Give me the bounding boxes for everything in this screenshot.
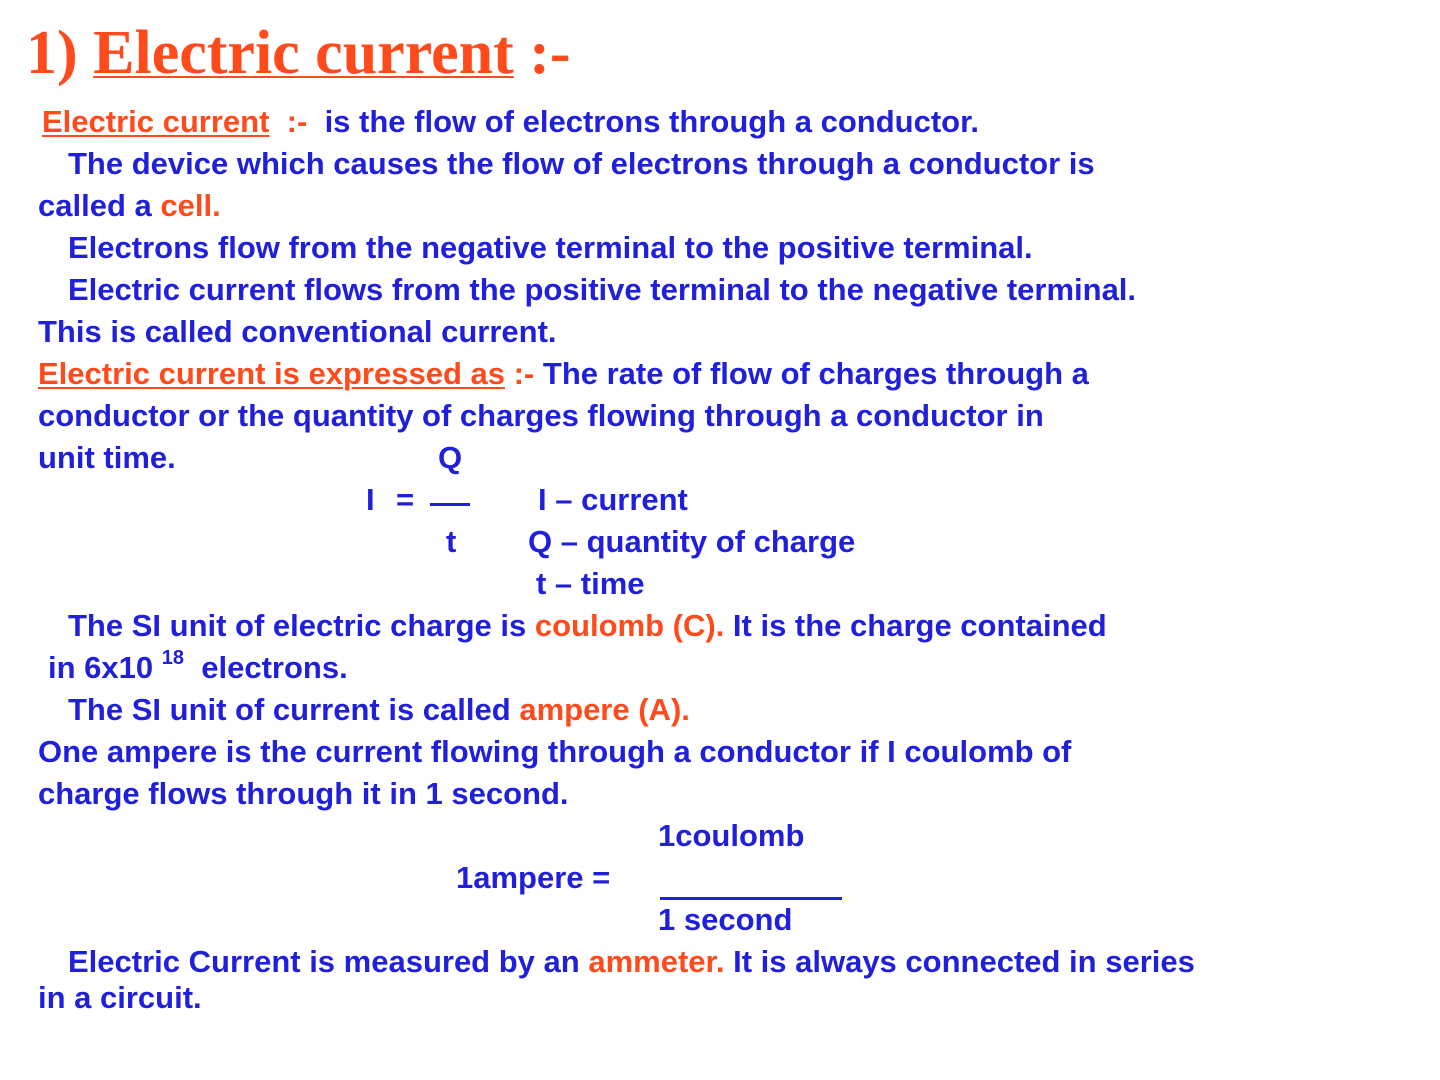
ampere-prefix: The SI unit of current is called [68,692,511,727]
cell-sentence-prefix: called a [38,188,152,223]
ampere-highlight: ampere (A). [519,692,690,727]
one-ampere-line2: charge flows through it in 1 second. [38,776,569,811]
definition-separator: :- [286,104,308,139]
ammeter-prefix: Electric Current is measured by an [68,944,580,979]
ammeter-line2: in a circuit. [38,980,202,1015]
coulomb-line2 [48,647,348,685]
formula-denominator: t [446,524,457,559]
coulomb-exponent: 18 [161,647,184,669]
ampere-formula-lhs: 1ampere = [456,860,611,895]
title-text: Electric current [93,19,514,87]
formula-fraction-bar [430,503,470,506]
expression-text1: The rate of flow of charges through a [542,356,1089,391]
expression-separator: :- [513,356,535,391]
expression-line3: unit time. [38,440,176,475]
expression-line1 [38,358,1089,389]
ammeter-highlight: ammeter. [588,944,725,979]
ampere-formula-fraction-bar [660,897,842,900]
coulomb-suffix: It is the charge contained [732,608,1107,643]
page-title [26,19,571,87]
formula-equals: = [396,482,415,517]
expression-term: Electric current is expressed as [38,356,505,391]
ampere-line [68,694,690,725]
ampere-formula-numerator: 1coulomb [658,818,805,853]
ammeter-line1 [68,946,1195,977]
electron-flow-text: Electrons flow from the negative terminal to the positive terminal. [68,230,1033,265]
cell-sentence-line2 [38,190,221,221]
definition-text: is the flow of electrons through a conductor. [324,104,980,139]
coulomb-line1 [68,610,1107,641]
formula-numerator: Q [438,440,463,475]
cell-highlight: cell. [160,188,221,223]
coulomb-base: in 6x10 [48,650,154,685]
formula-legend-current: I – current [538,482,688,517]
title-number: 1) [26,19,78,87]
definition-term: Electric current [42,104,270,139]
coulomb-highlight: coulomb (C). [534,608,725,643]
cell-sentence-line1: The device which causes the flow of electrons through a conductor is [68,146,1095,181]
ampere-formula-denominator: 1 second [658,902,793,937]
coulomb-prefix: The SI unit of electric charge is [68,608,527,643]
coulomb-electrons: electrons. [201,650,348,685]
conventional-current-text: This is called conventional current. [38,314,557,349]
one-ampere-line1: One ampere is the current flowing through a conductor if I coulomb of [38,734,1072,769]
formula-lhs: I [366,482,375,517]
definition-line [42,106,979,137]
ammeter-suffix: It is always connected in series [733,944,1195,979]
formula-legend-charge: Q – quantity of charge [528,524,856,559]
formula-legend-time: t – time [536,566,645,601]
expression-line2: conductor or the quantity of charges flowing through a conductor in [38,398,1044,433]
title-suffix: :- [529,19,571,87]
current-flow-text: Electric current flows from the positive terminal to the negative terminal. [68,272,1137,307]
